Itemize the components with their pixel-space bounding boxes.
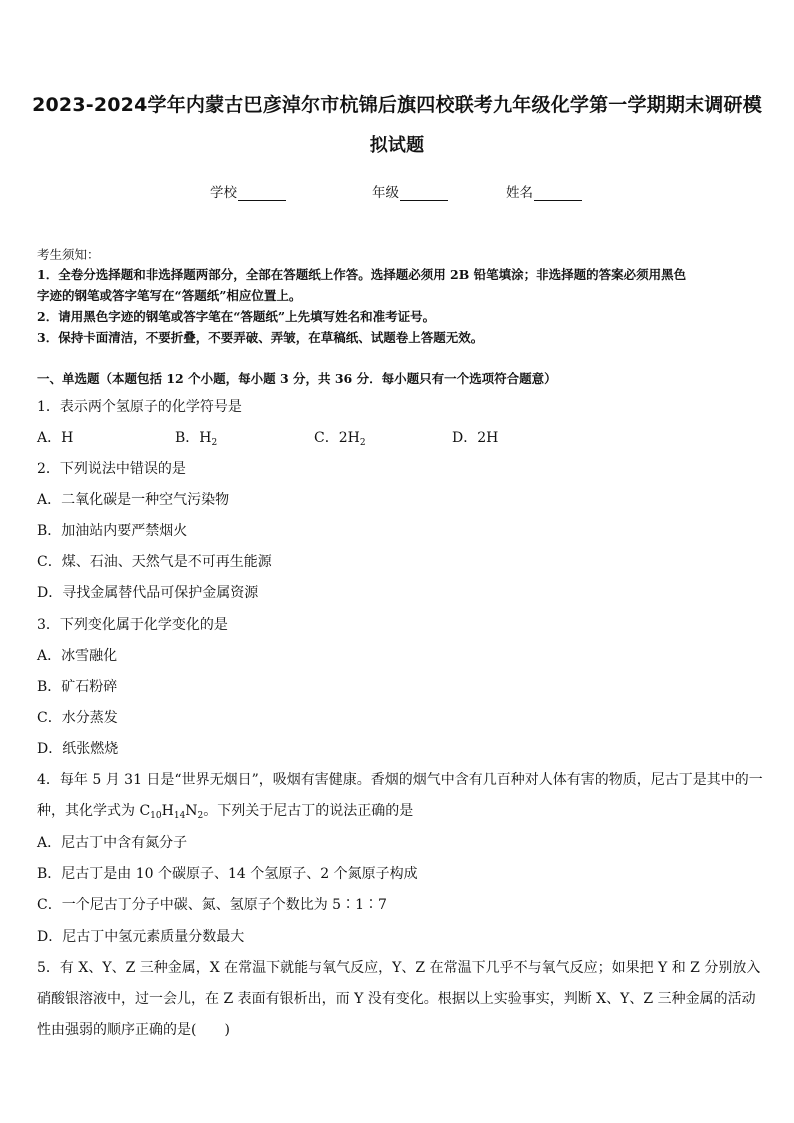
q4-formula-sub-c: 10 (150, 811, 162, 821)
name-label: 姓名 (506, 185, 533, 201)
q3-option-c: C．水分蒸发 (37, 710, 118, 726)
q1-option-b (175, 427, 217, 448)
grade-label: 年级 (372, 185, 399, 201)
q4-formula-sub-n: 2 (197, 811, 204, 821)
q3-stem: 3．下列变化属于化学变化的是 (37, 617, 228, 633)
q4-formula-n: N (185, 803, 198, 819)
name-field (506, 181, 582, 201)
school-blank (238, 186, 286, 201)
q1-option-c (314, 427, 366, 448)
q3-option-b: B．矿石粉碎 (37, 679, 118, 695)
exam-title-line2: 拟试题 (369, 135, 425, 156)
q2-option-b: B．加油站内要严禁烟火 (37, 523, 188, 539)
school-label: 学校 (210, 185, 237, 201)
q2-option-a: A．二氧化碳是一种空气污染物 (37, 492, 230, 508)
q1-option-b-text: B．H (175, 430, 212, 446)
q4-stem-text: 种，其化学式为 C (37, 803, 151, 819)
notice-heading: 考生须知： (37, 247, 100, 262)
grade-blank (400, 186, 448, 201)
q1-option-c-sub: 2 (359, 438, 366, 448)
q2-stem: 2．下列说法中错误的是 (37, 461, 186, 477)
q4-formula-h: H (161, 803, 174, 819)
q1-option-b-sub: 2 (211, 438, 218, 448)
q4-option-a: A．尼古丁中含有氮分子 (37, 835, 188, 851)
q5-stem-line1: 5．有 X、Y、Z 三种金属，X 在常温下就能与氧气反应，Y、Z 在常温下几乎不与氧气反应；如果把 Y 和 Z 分别放入 (37, 960, 761, 976)
q1-stem: 1．表示两个氢原子的化学符号是 (37, 399, 242, 415)
q4-stem-tail: 。下列关于尼古丁的说法正确的是 (203, 803, 414, 819)
section-heading: 一、单选题（本题包括 12 个小题，每小题 3 分，共 36 分．每小题只有一个选项符合题意） (37, 371, 557, 386)
q4-option-b: B．尼古丁是由 10 个碳原子、14 个氢原子、2 个氮原子构成 (37, 866, 418, 882)
q2-option-c: C．煤、石油、天然气是不可再生能源 (37, 554, 272, 570)
q4-stem-line1: 4．每年 5 月 31 日是“世界无烟日”，吸烟有害健康。香烟的烟气中含有几百种对人体有害的物质，尼古丁是其中的一 (37, 772, 763, 788)
notice-item-1a: 1．全卷分选择题和非选择题两部分，全部在答题纸上作答。选择题必须用 2B 铅笔填涂；非选择题的答案必须用黑色 (37, 267, 687, 282)
q1-option-a: A．H (37, 430, 74, 446)
grade-field (372, 181, 448, 201)
notice-item-1b: 字迹的钢笔或答字笔写在“答题纸”相应位置上。 (37, 288, 302, 303)
q4-formula-sub-h: 14 (173, 811, 186, 821)
notice-item-3: 3．保持卡面清洁，不要折叠，不要弄破、弄皱，在草稿纸、试题卷上答题无效。 (37, 330, 484, 345)
exam-title-line1: 2023-2024学年内蒙古巴彦淖尔市杭锦后旗四校联考九年级化学第一学期期末调研模 (32, 94, 762, 116)
q3-option-a: A．冰雪融化 (37, 648, 118, 664)
q1-option-c-text: C．2H (314, 430, 360, 446)
school-field (210, 181, 286, 201)
q2-option-d: D．寻找金属替代品可保护金属资源 (37, 585, 259, 601)
q1-option-d: D．2H (452, 430, 499, 446)
name-blank (534, 186, 582, 201)
q4-stem-line2 (37, 800, 413, 821)
notice-item-2: 2．请用黑色字迹的钢笔或答字笔在“答题纸”上先填写姓名和准考证号。 (37, 309, 436, 324)
q5-stem-line3: 性由强弱的顺序正确的是( ) (37, 1022, 230, 1038)
q4-option-c: C．一个尼古丁分子中碳、氮、氢原子个数比为 5∶1∶7 (37, 897, 387, 913)
q4-option-d: D．尼古丁中氢元素质量分数最大 (37, 929, 245, 945)
q5-stem-line2: 硝酸银溶液中，过一会儿，在 Z 表面有银析出，而 Y 没有变化。根据以上实验事实，判断 X、Y、Z 三种金属的活动 (37, 991, 756, 1007)
q3-option-d: D．纸张燃烧 (37, 741, 119, 757)
